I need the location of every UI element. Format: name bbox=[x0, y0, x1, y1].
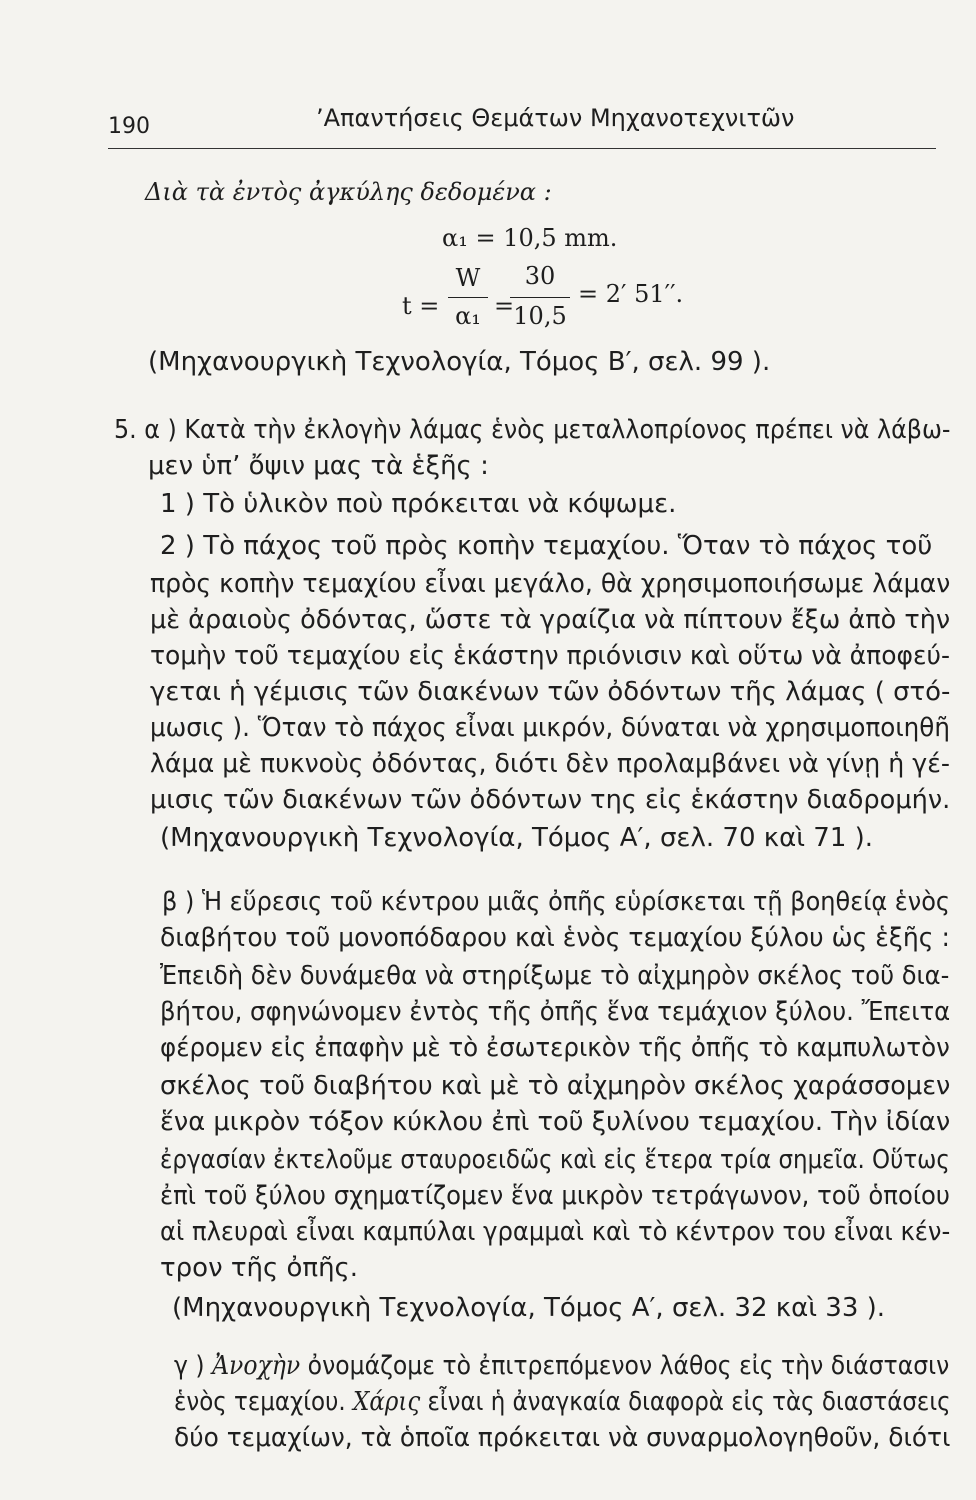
text-line: 1 ) Τὸ ὑλικὸν ποὺ πρόκειται νὰ κόψωμε. bbox=[160, 489, 677, 519]
text-line: δύο τεμαχίων, τὰ ὁποῖα πρόκειται νὰ συναρμολογηθοῦν, διότι bbox=[174, 1423, 951, 1453]
page-header bbox=[108, 104, 938, 144]
text-line: αἱ πλευραὶ εἶναι καμπύλαι γραμμαὶ καὶ τὸ κέντρον του εἶναι κέν- bbox=[160, 1217, 951, 1247]
text-line: μὲ ἀραιοὺς ὀδόντας, ὥστε τὰ γραίζια νὰ πίπτουν ἔξω ἀπὸ τὴν bbox=[150, 605, 951, 635]
formula-result: = 2′ 51′′. bbox=[578, 280, 684, 308]
text-line: μωσις ). Ὅταν τὸ πάχος εἶναι μικρόν, δύναται νὰ χρησιμοποιηθῆ bbox=[150, 713, 950, 743]
formula-lhs: t = bbox=[402, 292, 440, 320]
reference-b: (Μηχανουργικὴ Τεχνολογία, Τόμος Β′, σελ. 99 ). bbox=[148, 347, 771, 377]
header-rule bbox=[108, 148, 936, 149]
text-line: μεν ὑπ’ ὄψιν μας τὰ ἑξῆς : bbox=[148, 451, 489, 481]
formula-den1: α₁ bbox=[455, 302, 481, 330]
formula-num1: W bbox=[455, 264, 481, 292]
text-line: φέρομεν εἰς ἐπαφὴν μὲ τὸ ἐσωτερικὸν τῆς ὀπῆς τὸ καμπυλωτὸν bbox=[160, 1033, 950, 1063]
page-number: 190 bbox=[108, 114, 150, 139]
running-title: ’Απαντήσεις Θεμάτων Μηχανοτεχνιτῶν bbox=[316, 104, 795, 132]
text-line: ἑνὸς τεμαχίου. Χάρις εἶναι ἡ ἀναγκαία διαφορὰ εἰς τὰς διαστάσεις bbox=[174, 1387, 951, 1417]
reference-a2: (Μηχανουργικὴ Τεχνολογία, Τόμος Α′, σελ. 32 καὶ 33 ). bbox=[172, 1293, 886, 1323]
a1-value: α₁ = 10,5 mm. bbox=[442, 224, 618, 252]
text-line: γ ) Ἀνοχὴν ὀνομάζομε τὸ ἐπιτρεπόμενον λάθος εἰς τὴν διάστασιν bbox=[174, 1351, 950, 1381]
formula-num2: 30 bbox=[524, 262, 556, 290]
reference-a1: (Μηχανουργικὴ Τεχνολογία, Τόμος Α′, σελ. 70 καὶ 71 ). bbox=[160, 823, 874, 853]
text-line: β ) Ἡ εὕρεσις τοῦ κέντρου μιᾶς ὀπῆς εὑρίσκεται τῇ βοηθείᾳ ἑνὸς bbox=[162, 887, 950, 917]
formula-eq1: = bbox=[494, 292, 515, 320]
term-clearance: Χάρις bbox=[352, 1387, 421, 1417]
text-line: ἐπὶ τοῦ ξύλου σχηματίζομεν ἕνα μικρὸν τετράγωνον, τοῦ ὁποίου bbox=[160, 1181, 950, 1211]
text-line: βήτου, σφηνώνομεν ἐντὸς τῆς ὀπῆς ἕνα τεμάχιον ξύλου. Ἔπειτα bbox=[160, 997, 951, 1027]
text-line: τρον τῆς ὀπῆς. bbox=[160, 1253, 359, 1283]
text-line: σκέλος τοῦ διαβήτου καὶ μὲ τὸ αἰχμηρὸν σκέλος χαράσσομεν bbox=[160, 1071, 951, 1101]
fraction-bar-2 bbox=[510, 297, 570, 298]
text-line: διαβήτου τοῦ μονοπόδαρου καὶ ἑνὸς τεμαχίου ξύλου ὡς ἑξῆς : bbox=[160, 923, 950, 953]
given-heading: Διὰ τὰ ἐντὸς ἀγκύλης δεδομένα : bbox=[145, 178, 552, 206]
text-line: ἐργασίαν ἐκτελοῦμε σταυροειδῶς καὶ εἰς ἕτερα τρία σημεῖα. Οὕτως bbox=[160, 1145, 950, 1175]
text-line: τομὴν τοῦ τεμαχίου εἰς ἑκάστην πριόνισιν καὶ οὕτω νὰ ἀποφεύ- bbox=[150, 641, 951, 671]
text-line: 5. α ) Κατὰ τὴν ἐκλογὴν λάμας ἑνὸς μεταλλοπρίονος πρέπει νὰ λάβω- bbox=[114, 415, 951, 445]
formula-den2: 10,5 bbox=[513, 302, 567, 330]
text-line: πρὸς κοπὴν τεμαχίου εἶναι μεγάλο, θὰ χρησιμοποιήσωμε λάμαν bbox=[150, 569, 951, 599]
fraction-bar-1 bbox=[448, 297, 488, 298]
term-tolerance: Ἀνοχὴν bbox=[212, 1351, 301, 1381]
text-line: Ἐπειδὴ δὲν δυνάμεθα νὰ στηρίξωμε τὸ αἰχμηρὸν σκέλος τοῦ δια- bbox=[160, 961, 950, 991]
text-line: ἕνα μικρὸν τόξον κύκλου ἐπὶ τοῦ ξυλίνου τεμαχίου. Τὴν ἰδίαν bbox=[160, 1107, 951, 1137]
text-line: μισις τῶν διακένων τῶν ὀδόντων της εἰς ἑκάστην διαδρομήν. bbox=[150, 785, 951, 815]
text-line: 2 ) Τὸ πάχος τοῦ πρὸς κοπὴν τεμαχίου. Ὅταν τὸ πάχος τοῦ bbox=[160, 531, 933, 561]
text-line: γεται ἡ γέμισις τῶν διακένων τῶν ὀδόντων τῆς λάμας ( στό- bbox=[150, 677, 951, 707]
text-line: λάμα μὲ πυκνοὺς ὀδόντας, διότι δὲν προλαμβάνει νὰ γίνῃ ἡ γέ- bbox=[150, 749, 950, 779]
